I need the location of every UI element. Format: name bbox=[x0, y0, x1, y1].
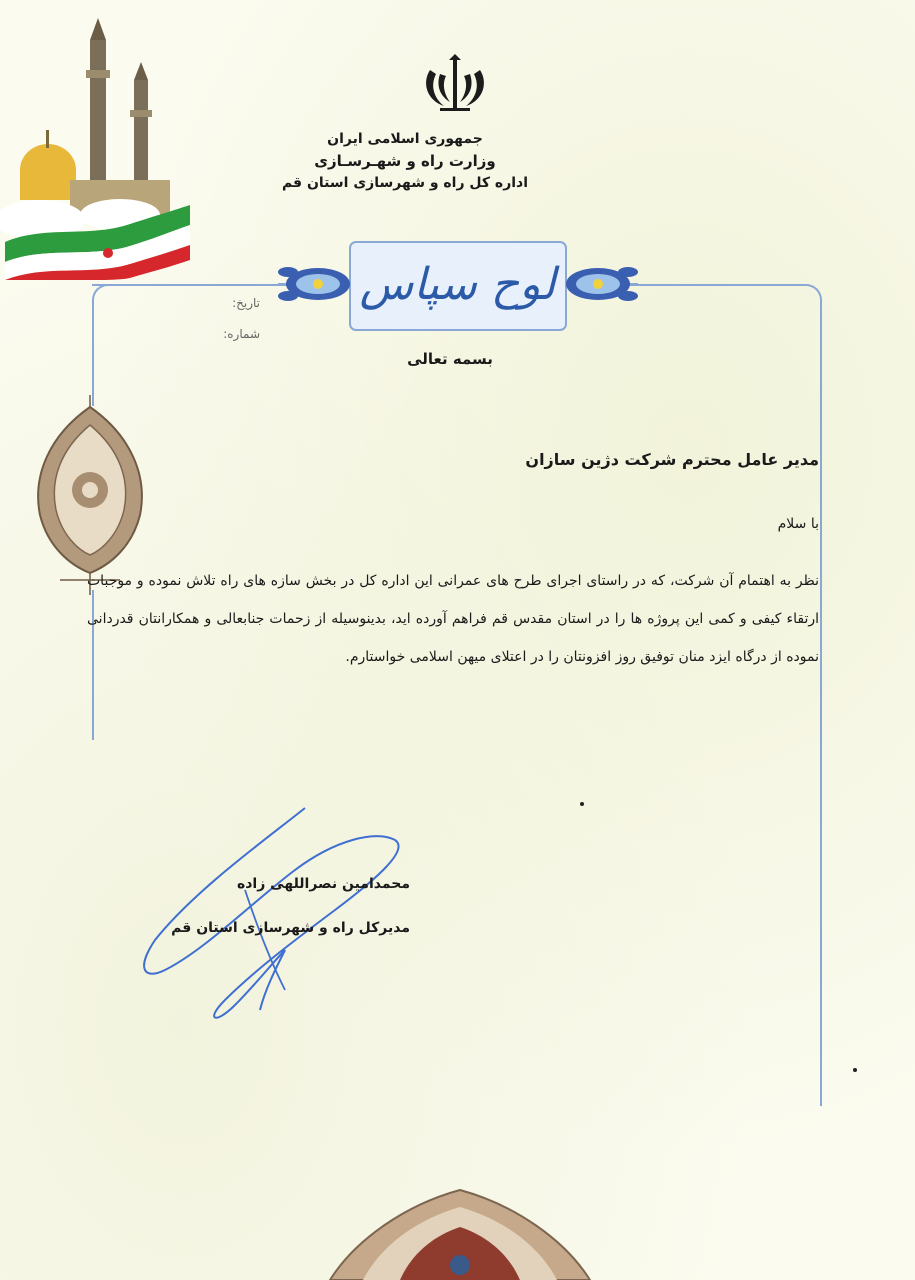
header-country: جمهوری اسلامی ایران bbox=[327, 131, 483, 147]
date-label: تاریخ: bbox=[232, 296, 260, 310]
certificate-title: لوح سپاس bbox=[359, 258, 556, 310]
iran-emblem-icon bbox=[420, 52, 490, 112]
bottom-ornament bbox=[325, 1185, 595, 1280]
greeting-line: با سلام bbox=[777, 516, 819, 532]
header-office: اداره کل راه و شهرسازی استان قم bbox=[281, 175, 529, 191]
shrine-flag-illustration bbox=[0, 10, 200, 280]
signer-title: مدیرکل راه و شهرسازی استان قم bbox=[171, 920, 410, 936]
ink-dot bbox=[580, 802, 584, 806]
ink-dot bbox=[853, 1068, 857, 1072]
signer-name: محمدامین نصراللهی زاده bbox=[236, 876, 410, 892]
recipient-line: مدیر عامل محترم شرکت دژین سازان bbox=[525, 450, 819, 469]
appreciation-body: نظر به اهتمام آن شرکت، که در راستای اجرای طرح های عمرانی این اداره کل در بخش سازه های راه تلاش نموده و موجبات ارتقاء کیفی و کمی این پروژه ها را در استان مقدس قم فراهم آورده اید، بدینوسیله از زحمات جنابعالی و همکارانتان قدردانی نموده از درگاه ایزد منان توفیق روز افزونتان را در اعتلای میهن اسلامی خواستارم. bbox=[87, 573, 819, 665]
issuer-header bbox=[275, 128, 535, 194]
number-label: شماره: bbox=[223, 327, 260, 341]
bismillah-heading: بسمه تعالی bbox=[407, 350, 493, 368]
certificate-frame-corner bbox=[92, 284, 114, 406]
header-ministry: وزارت راه و شهـرسـازی bbox=[314, 152, 496, 170]
signer-block bbox=[150, 862, 410, 950]
